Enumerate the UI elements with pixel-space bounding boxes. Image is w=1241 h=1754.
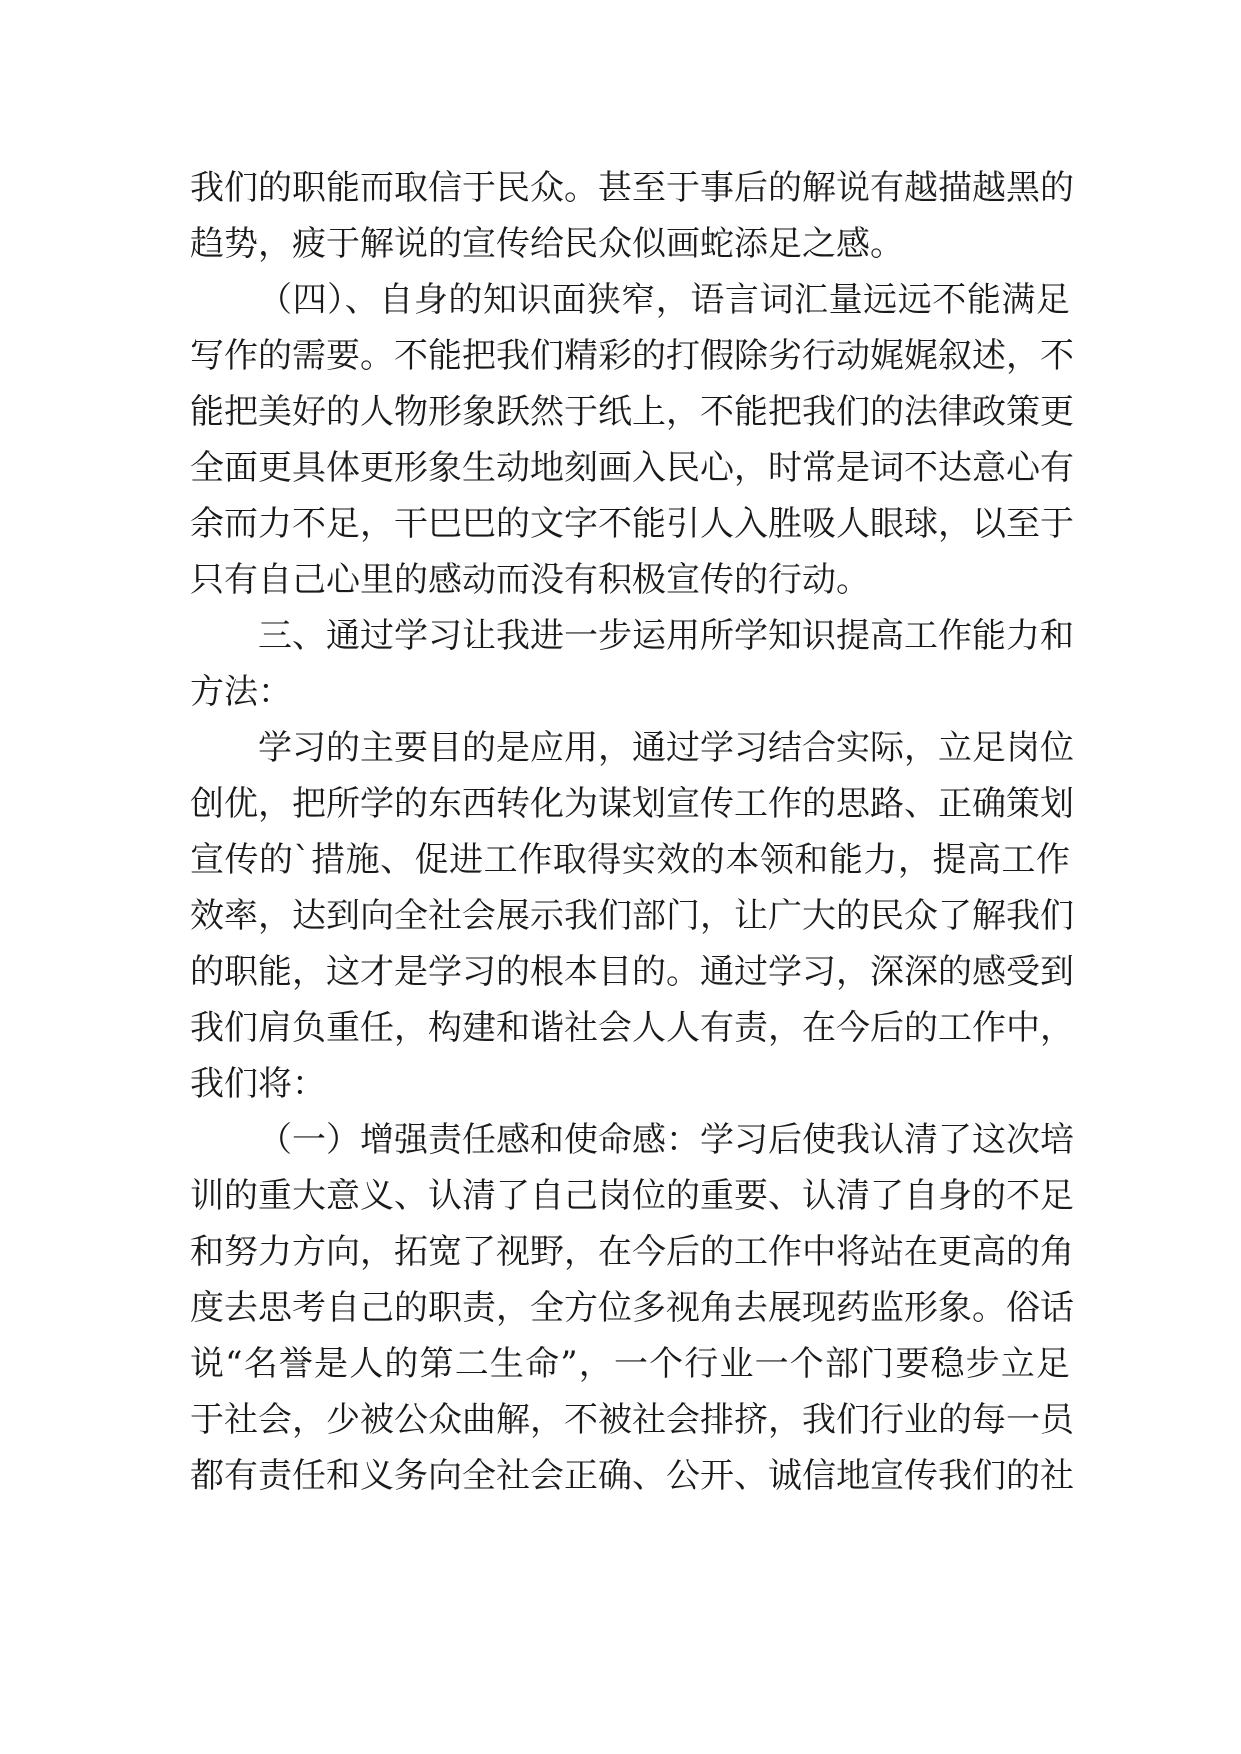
text-line: 的职能，这才是学习的根本目的。通过学习，深深的感受到	[190, 952, 1074, 992]
text-line: 我们的职能而取信于民众。甚至于事后的解说有越描越黑的	[190, 168, 1074, 208]
text-line: 训的重大意义、认清了自己岗位的重要、认清了自身的不足	[190, 1176, 1074, 1216]
text-line: 说“名誉是人的第二生命”，一个行业一个部门要稳步立足	[190, 1344, 1070, 1384]
text-line: 趋势，疲于解说的宣传给民众似画蛇添足之感。	[190, 224, 904, 264]
text-line: 度去思考自己的职责，全方位多视角去展现药监形象。俗话	[190, 1288, 1074, 1328]
text-line: 创优，把所学的东西转化为谋划宣传工作的思路、正确策划	[190, 784, 1074, 824]
text-line: 余而力不足，干巴巴的文字不能引人入胜吸人眼球，以至于	[190, 504, 1074, 544]
text-line: 能把美好的人物形象跃然于纸上，不能把我们的法律政策更	[190, 392, 1074, 432]
text-line: 三、通过学习让我进一步运用所学知识提高工作能力和	[258, 616, 1074, 656]
text-line: 方法：	[190, 672, 292, 712]
text-line: 我们将：	[190, 1064, 326, 1104]
text-line: （一）增强责任感和使命感：学习后使我认清了这次培	[258, 1120, 1074, 1160]
text-line: 效率，达到向全社会展示我们部门，让广大的民众了解我们	[190, 896, 1074, 936]
text-line: 和努力方向，拓宽了视野，在今后的工作中将站在更高的角	[190, 1232, 1074, 1272]
body-text	[190, 160, 1074, 1504]
text-line: 宣传的`措施、促进工作取得实效的本领和能力，提高工作	[190, 840, 1070, 880]
text-line: 全面更具体更形象生动地刻画入民心，时常是词不达意心有	[190, 448, 1074, 488]
text-line: 于社会，少被公众曲解，不被社会排挤，我们行业的每一员	[190, 1400, 1074, 1440]
text-line: 都有责任和义务向全社会正确、公开、诚信地宣传我们的社	[190, 1456, 1074, 1496]
text-line: 学习的主要目的是应用，通过学习结合实际，立足岗位	[258, 728, 1074, 768]
text-line: 写作的需要。不能把我们精彩的打假除劣行动娓娓叙述，不	[190, 336, 1074, 376]
text-line: 我们肩负重任，构建和谐社会人人有责，在今后的工作中，	[190, 1008, 1074, 1048]
text-line: （四）、自身的知识面狭窄，语言词汇量远远不能满足	[258, 280, 1070, 320]
text-line: 只有自己心里的感动而没有积极宣传的行动。	[190, 560, 870, 600]
